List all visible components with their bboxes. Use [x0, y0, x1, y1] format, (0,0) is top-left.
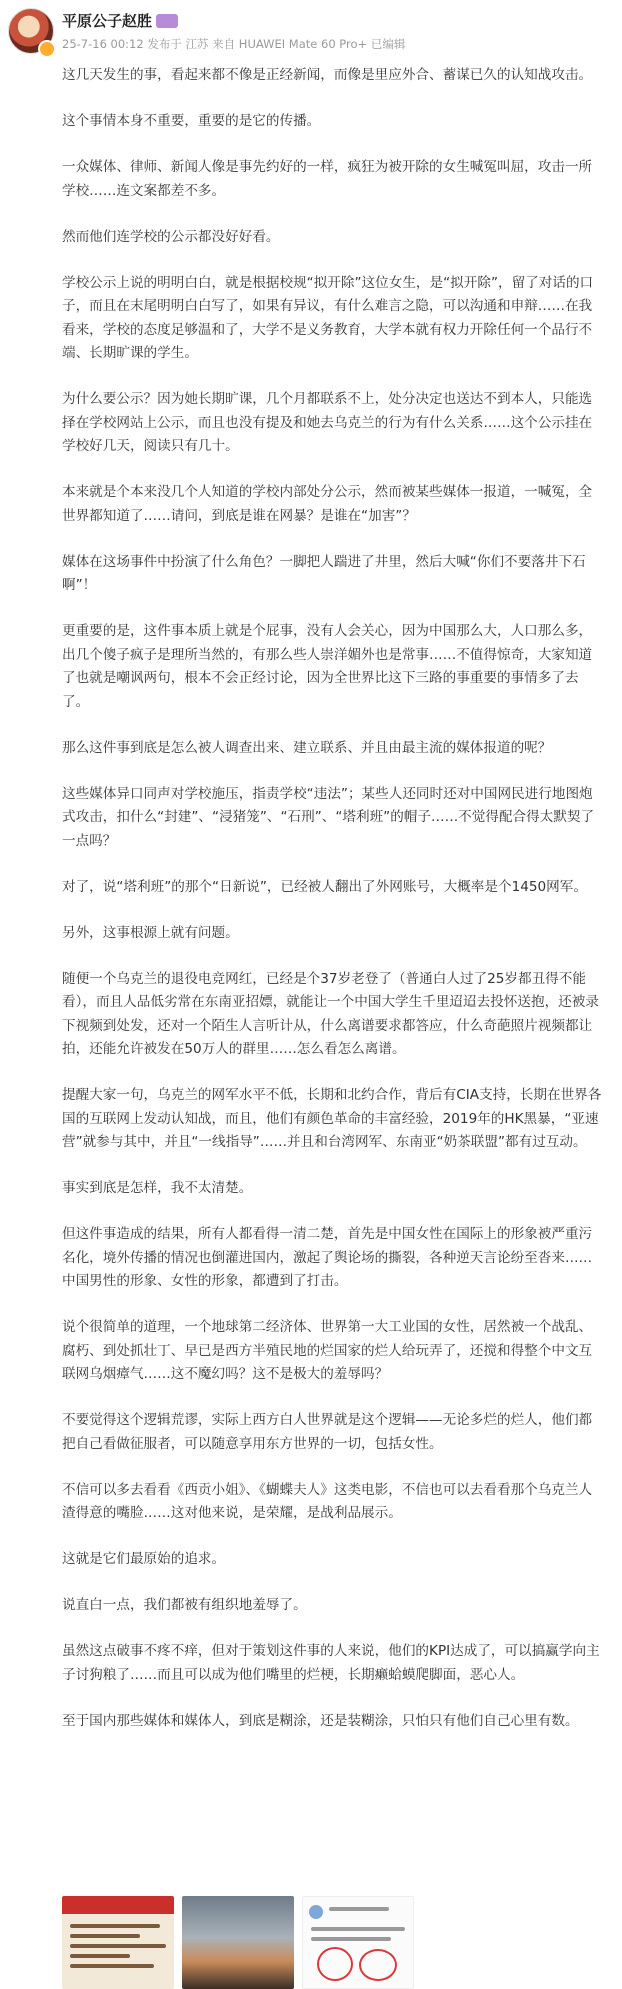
post-paragraph: 另外，这事根源上就有问题。: [62, 924, 239, 941]
post-paragraph: 对了，说“塔利班”的那个“日新说”，已经被人翻出了外网账号，大概率是个1450网军。: [62, 878, 587, 895]
post-paragraph: 那么这件事到底是怎么被人调查出来、建立联系、并且由最主流的媒体报道的呢？: [62, 739, 552, 756]
post-paragraph: 为什么要公示？因为她长期旷课，几个月都联系不上，处分决定也送达不到本人，只能选择在学校网站上公示，而且也没有提及和她去乌克兰的行为有什么关系……这个公示挂在学校好几天，阅读只有几十。: [62, 391, 593, 454]
image-gallery: [62, 1896, 422, 1989]
post-paragraph: 这几天发生的事，看起来都不像是正经新闻，而像是里应外合、蓄谋已久的认知战攻击。: [62, 67, 593, 83]
post-paragraph: 本来就是个本来没几个人知道的学校内部处分公示，然而被某些媒体一报道，一喊冤，全世界都知道了……请问，到底是谁在网暴？是谁在“加害”？: [62, 484, 593, 524]
post-paragraph: 媒体在这场事件中扮演了什么角色？一脚把人踹进了井里，然后大喊“你们不要落井下石啊”！: [62, 553, 586, 593]
vip-badge-icon: [156, 14, 178, 28]
gallery-image-2[interactable]: [182, 1896, 294, 1989]
post-paragraph: 但这件事造成的结果，所有人都看得一清二楚，首先是中国女性在国际上的形象被严重污名化，境外传播的情况也倒灌进国内，激起了舆论场的撕裂，各种逆天言论纷至沓来……中国男性的形象、女性的形象，都遭到了打击。: [62, 1226, 593, 1289]
post-paragraph: 不要觉得这个逻辑荒谬，实际上西方白人世界就是这个逻辑——无论多烂的烂人，他们都把自己看做征服者，可以随意享用东方世界的一切，包括女性。: [62, 1412, 593, 1452]
post-paragraph: 这个事情本身不重要，重要的是它的传播。: [62, 113, 321, 129]
post-paragraph: 随便一个乌克兰的退役电竞网红，已经是个37岁老登了（普通白人过了25岁都丑得不能看），而且人品低劣常在东南亚招嫖，就能让一个中国大学生千里迢迢去投怀送抱，还被录下视频到处发，还对一个陌生人言听计从，什么离谱要求都答应，什么奇葩照片视频都让拍，还能允许被发在50万人的群里……怎么看怎么离谱。: [62, 970, 599, 1057]
post-paragraph: 然而他们连学校的公示都没好好看。: [62, 228, 280, 245]
post-body: [62, 64, 602, 1756]
post-header: [0, 0, 622, 66]
post-paragraph: 虽然这点破事不疼不痒，但对于策划这件事的人来说，他们的KPI达成了，可以搞赢学向主子讨狗粮了……而且可以成为他们嘴里的烂梗，长期癞蛤蟆爬脚面，恶心人。: [62, 1643, 600, 1683]
post-meta: 25-7-16 00:12 发布于 江苏 来自 HUAWEI Mate 60 Pro+ 已编辑: [62, 37, 406, 51]
post-paragraph: 说直白一点，我们都被有组织地羞辱了。: [62, 1597, 307, 1613]
post-paragraph: 这些媒体异口同声对学校施压，指责学校“违法”；某些人还同时还对中国网民进行地图炮式攻击，扣什么“封建”、“浸猪笼”、“石刑”、“塔利班”的帽子……不觉得配合得太默契了一点吗？: [62, 785, 595, 849]
post-paragraph: 提醒大家一句，乌克兰的网军水平不低，长期和北约合作，背后有CIA支持，长期在世界各国的互联网上发动认知战，而且，他们有颜色革命的丰富经验，2019年的HK黑暴，“亚速营”就参与其中，并且“一线指导”……并且和台湾网军、东南亚“奶茶联盟”都有过互动。: [62, 1087, 602, 1150]
gallery-image-1[interactable]: [62, 1896, 174, 1989]
post-paragraph: 这就是它们最原始的追求。: [62, 1551, 226, 1567]
author-name-text[interactable]: 平原公子赵胜: [62, 12, 153, 30]
post-paragraph: 一众媒体、律师、新闻人像是事先约好的一样，疯狂为被开除的女生喊冤叫屈，攻击一所学校……连文案都差不多。: [62, 159, 593, 199]
post-paragraph: 更重要的是，这件事本质上就是个屁事，没有人会关心，因为中国那么大，人口那么多，出几个傻子疯子是理所当然的，有那么些人崇洋媚外也是常事……不值得惊奇，大家知道了也就是嘲讽两句，根本不会正经讨论，因为全世界比这下三路的事重要的事情多了去了。: [62, 623, 593, 710]
post-paragraph: 至于国内那些媒体和媒体人，到底是糊涂，还是装糊涂，只怕只有他们自己心里有数。: [62, 1712, 579, 1729]
post-paragraph: 学校公示上说的明明白白，就是根据校规“拟开除”这位女生，是“拟开除”，留了对话的口子，而且在末尾明明白白写了，如果有异议，有什么难言之隐，可以沟通和申辩……在我看来，学校的态度足够温和了，大学不是义务教育，大学本就有权力开除任何一个品行不端、长期旷课的学生。: [62, 274, 594, 361]
post-paragraph: 说个很简单的道理，一个地球第二经济体、世界第一大工业国的女性，居然被一个战乱、腐朽、到处抓壮丁、早已是西方半殖民地的烂国家的烂人给玩弄了，还搅和得整个中文互联网乌烟瘴气……这不魔幻吗？这不是极大的羞辱吗？: [62, 1319, 593, 1382]
verified-badge-icon: [38, 40, 56, 58]
post-paragraph: 不信可以多去看看《西贡小姐》、《蝴蝶夫人》这类电影，不信也可以去看看那个乌克兰人渣得意的嘴脸……这对他来说，是荣耀，是战利品展示。: [62, 1481, 593, 1521]
post-paragraph: 事实到底是怎样，我不太清楚。: [62, 1180, 253, 1196]
gallery-image-3[interactable]: [302, 1896, 414, 1989]
author-name[interactable]: [62, 10, 178, 31]
